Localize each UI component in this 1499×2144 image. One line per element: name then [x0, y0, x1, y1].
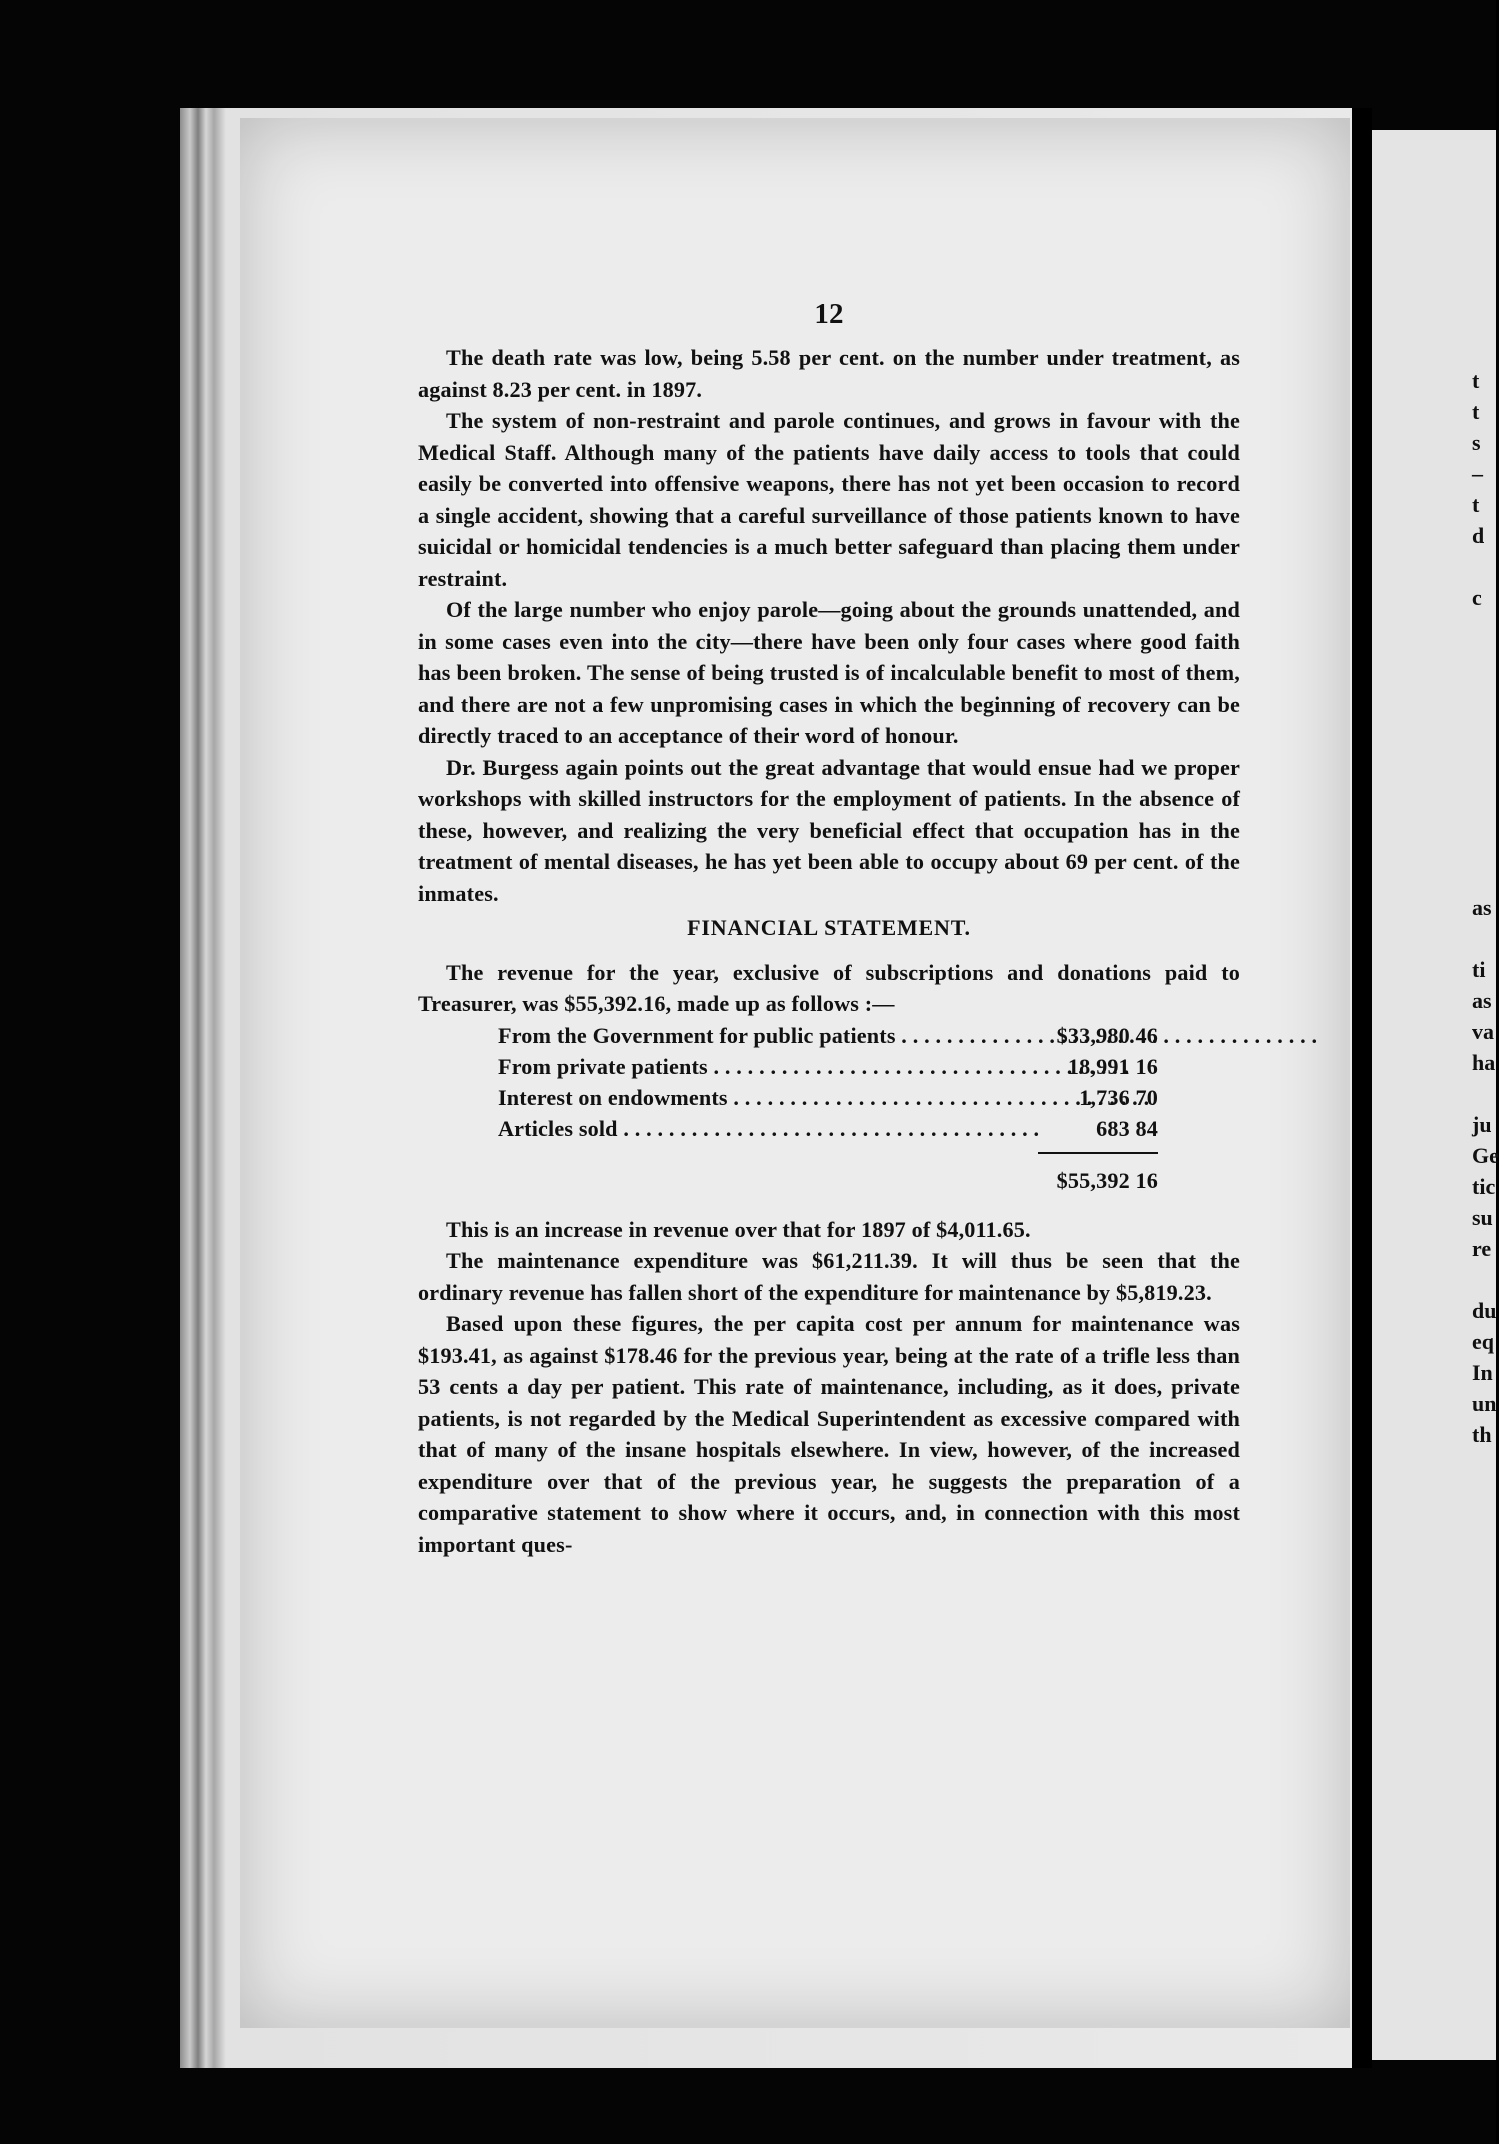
fragment: d — [1472, 523, 1485, 548]
fragment — [1472, 551, 1496, 582]
page-content — [418, 294, 1240, 1560]
paragraph: Based upon these figures, the per capita cost per annum for maintenance was $193.41, as against $178.46 for the previous year, being at the rate of a trifle less than 53 cents a day per patient. This rate of maintenance, including, as it does, private patients, is not regarded by the Medical Superintendent as excessive compared with that of many of the insane hospitals elsewhere. In view, however, of the increased expenditure over that of the previous year, he suggests the preparation of a comparative statement to show where it occurs, and, in connection with this most important ques- — [418, 1311, 1240, 1557]
adjacent-page-fragments — [1472, 365, 1499, 1450]
fragment — [1472, 1078, 1496, 1109]
page-number: 12 — [814, 298, 844, 330]
fragment: su — [1472, 1205, 1493, 1230]
fragment: s — [1472, 430, 1481, 455]
paragraph: Dr. Burgess again points out the great advantage that would ensue had we proper workshops with skilled instructors for the employment of patients. In the absence of these, however, and realizing the very beneficial effect that occupation has in the treatment of mental diseases, he has yet been able to occupy about 69 per cent. of the inmates. — [418, 754, 1240, 906]
fragment: – — [1472, 461, 1483, 486]
fragment: as — [1472, 988, 1492, 1013]
fragment — [1472, 799, 1496, 830]
paragraph: The death rate was low, being 5.58 per cent. on the number under treatment, as against 8.23 per cent. in 1897. — [418, 345, 1240, 402]
after-total-text — [418, 1214, 1240, 1561]
paragraph: The system of non-restraint and parole continues, and grows in favour with the Medical Staff. Although many of the patients have daily access to tools that could easily be converted into offensive weapons, there has not yet been occasion to record a single accident, showing that a careful surveillance of those patients known to have suicidal or homicidal tendencies is a much better safeguard than placing them under restraint. — [418, 408, 1240, 591]
paragraph: Of the large number who enjoy parole—going about the grounds unattended, and in some cases even into the city—there have been only four cases where good faith has been broken. The sense of being trusted is of incalculable benefit to most of them, and there are not a few unpromising cases in which the beginning of recovery can be directly traced to an acceptance of their word of honour. — [418, 597, 1240, 748]
paragraph: The maintenance expenditure was $61,211.39. It will thus be seen that the ordinary revenue has fallen short of the expenditure for maintenance by $5,819.23. — [418, 1248, 1240, 1305]
ledger-row — [418, 1020, 1158, 1051]
fragment — [1472, 861, 1496, 892]
ledger-amount: $33,980 46 — [1056, 1022, 1158, 1048]
fragment: un — [1472, 1391, 1497, 1416]
ledger-total: $55,392 16 — [1056, 1167, 1158, 1193]
fragment: In — [1472, 1360, 1493, 1385]
fragment: ha — [1472, 1050, 1496, 1075]
ledger-amount: 1,736 70 — [1079, 1084, 1158, 1110]
ledger-item: Articles sold . . . — [498, 1113, 1038, 1144]
fragment: tic — [1472, 1174, 1496, 1199]
total-rule — [1038, 1152, 1158, 1164]
fragment: as — [1472, 895, 1492, 920]
fragment: t — [1472, 399, 1480, 424]
ledger-item: From the Government for public patients . . . — [498, 1020, 1038, 1051]
ledger-amount: 683 84 — [1096, 1115, 1158, 1141]
fragment: t — [1472, 492, 1480, 517]
fragment: Ge — [1472, 1143, 1499, 1168]
fragment — [1472, 768, 1496, 799]
fragment — [1472, 737, 1496, 768]
fragment: t — [1472, 368, 1480, 393]
fragment: re — [1472, 1236, 1492, 1261]
fragment: va — [1472, 1019, 1494, 1044]
fragment — [1472, 1264, 1496, 1295]
ledger-row — [418, 1113, 1158, 1144]
fragment — [1472, 706, 1496, 737]
fragment — [1472, 675, 1496, 706]
fragment: eq — [1472, 1329, 1494, 1354]
ledger-item: From private patients . . . — [498, 1051, 1038, 1082]
fragment: du — [1472, 1298, 1497, 1323]
paragraph: This is an increase in revenue over that for 1897 of $4,011.65. — [446, 1216, 1031, 1242]
fragment: th — [1472, 1422, 1492, 1447]
financial-heading: FINANCIAL STATEMENT. — [687, 915, 971, 940]
ledger-row — [418, 1082, 1158, 1113]
fragment: c — [1472, 585, 1482, 610]
ledger-item: Interest on endowments . . . — [498, 1082, 1038, 1113]
ledger-row — [418, 1051, 1158, 1082]
fragment — [1472, 830, 1496, 861]
ledger-total-row — [418, 1164, 1158, 1198]
fragment — [1472, 644, 1496, 675]
fragment — [1472, 613, 1496, 644]
fragment: ju — [1472, 1112, 1492, 1137]
paragraph: The revenue for the year, exclusive of subscriptions and donations paid to Treasurer, was $55,392.16, made up as follows :— — [418, 959, 1240, 1016]
ledger-amount: 18,991 16 — [1067, 1053, 1158, 1079]
fragment: ti — [1472, 957, 1486, 982]
revenue-ledger — [418, 1020, 1158, 1198]
page-gutter — [1352, 108, 1372, 2068]
fragment — [1472, 923, 1496, 954]
